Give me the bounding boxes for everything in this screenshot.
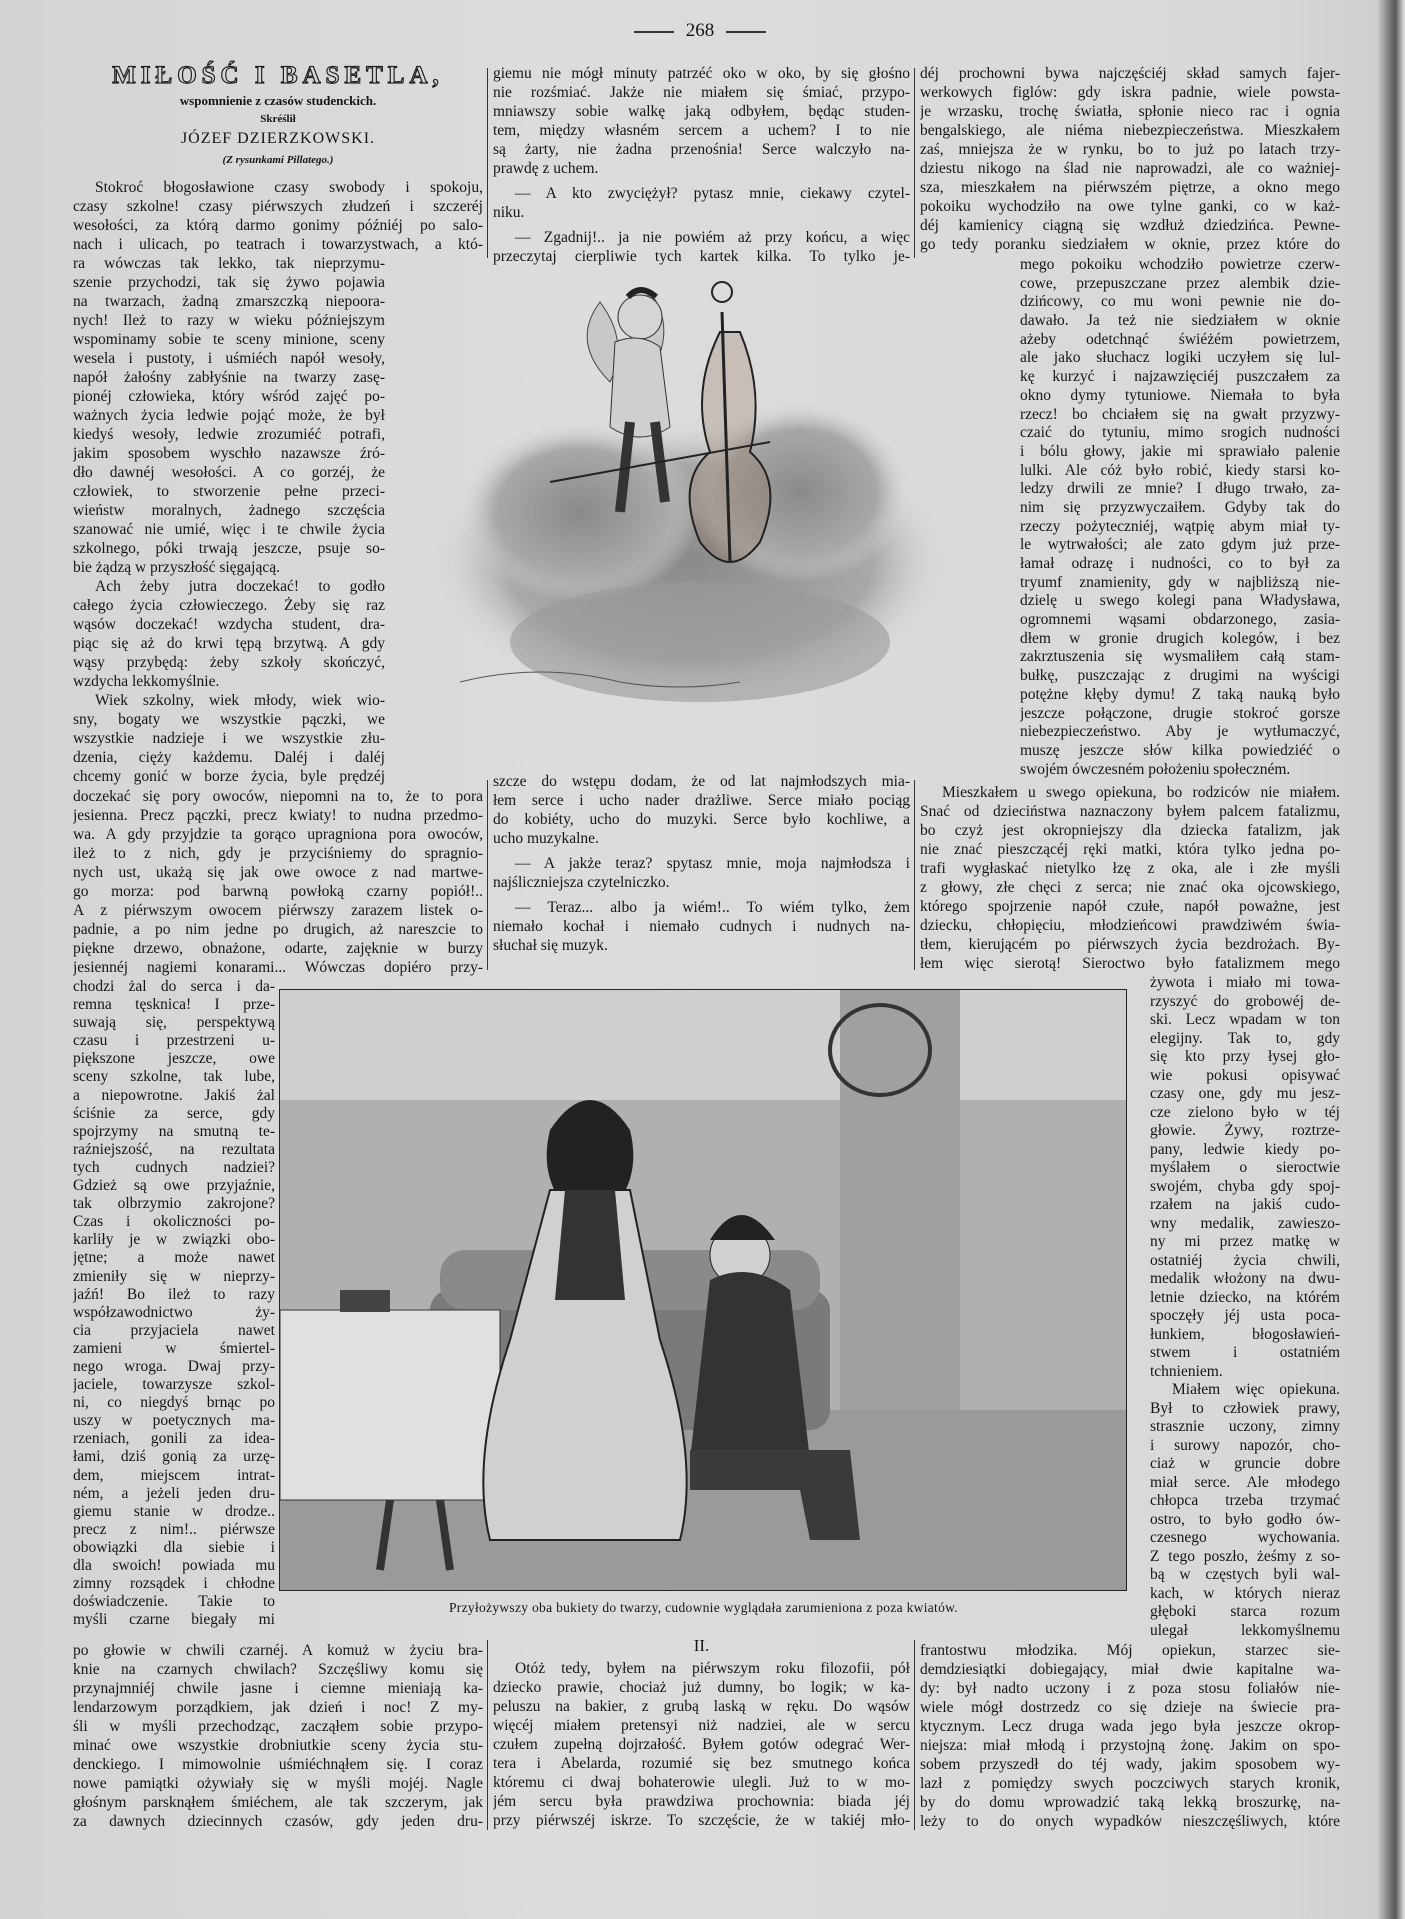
text-line: głęboki starca rozum [1150,1603,1340,1620]
text-line: nych ust, ukażą się jak owe owoce z nad martwe- [73,864,483,881]
paragraph [920,783,1340,973]
text-line: do kobiéty, ucho do muzyki. Serce było kochliwe, a [493,811,910,828]
text-line: okno dymy tytuniowe. Niemała to była [1020,386,1340,404]
text-line: ostro, to było godło ów- [1150,1510,1340,1528]
text-line: Otóż tedy, byłem na piérwszym roku filozofii, pół [515,1660,910,1677]
text-line: sceny szkolne, tak lube, [73,1068,275,1086]
text-line: łem serce i ucho nader drażliwe. Serce miało pociąg [493,792,910,809]
text-line: trafi wygłaskać nietylko łzę z oka, ale i złe myśli [920,860,1340,877]
text-line: ciaż w gruncie dobre [1150,1455,1340,1472]
text-line: któremu ci dwaj bohaterowie ulegli. Już to w mo- [493,1774,910,1791]
text-line: czasy szkolne! czasy piérwszych złudzeń i szczeréj [73,198,483,215]
paragraph [73,1641,483,1831]
text-line: ny mi przez matkę w [1150,1233,1340,1250]
text-line: muszę jeszcze słów kilka powiedziéć o [1020,741,1340,759]
paragraph [493,854,910,892]
text-line: dłem w gronie drugich kolegów, i bez [1020,629,1340,647]
byline-label: Skréślił [260,113,296,125]
text-line: łunkiem, błogosławień- [1150,1325,1340,1343]
text-line: Miałem więc opiekuna. [1172,1381,1340,1398]
cupid-with-bass-illustration [400,262,1005,760]
text-line: ściśnie za serce, gdy [73,1104,275,1122]
text-line: peluszu na bakier, z grubą laską w ręku. Do wąsów [493,1698,910,1715]
text-line: ski. Lecz wpadam w ton [1150,1011,1340,1028]
paragraph [1150,974,1340,1381]
text-line: i surowy napozór, cho- [1150,1436,1340,1454]
text-line: ktycznym. Lecz druga wada jego była jeszcze okrop- [920,1718,1340,1735]
text-line: Wiek szkolny, wiek młody, wiek wio- [95,692,385,709]
paragraph [73,254,385,577]
text-line: lulki. Ale cóż było robić, kiedy starsi ko- [1020,461,1340,479]
text-line: czasu i przestrzeni u- [73,1032,275,1050]
text-line: wny medalik, zawieszo- [1150,1214,1340,1232]
text-line: wesela i pustoty, i uśmiéch napół wesoły, [73,350,385,367]
text-line: ném, a jeżeli jeden dru- [73,1484,275,1502]
text-line: łem więc sierotą! Sieroctwo było fatalizmem mego [920,955,1340,972]
text-line: głowie. Żywy, roztrze- [1150,1122,1340,1139]
text-line: bie żądzą w przyszłość sięgającą. [73,559,280,576]
text-line: jakim sposobem wyschło nazawsze źró- [73,445,385,462]
paragraph [73,691,385,786]
text-line: rzałem na jakiś cudo- [1150,1196,1340,1213]
text-line: dy: był nadto uczony i z poza stosu foliałów nie- [920,1680,1340,1697]
right-column-text-1 [920,64,1340,254]
text-line: piąc się aż do krwi tępą brzytwą. A gdy [73,635,385,652]
column-rule [914,68,915,258]
column-rule [487,68,488,258]
paragraph [1150,1381,1340,1640]
text-line: Z tego poszło, żeśmy z so- [1150,1547,1340,1565]
text-line: dawało. Ja też nie siedziałem w oknie [1020,312,1340,330]
text-line: nych! Ileż to razy w wieku późniejszym [73,312,385,329]
text-line: czaić do tytuniu, mimo srogich nudności [1020,424,1340,442]
page-number [600,20,800,42]
text-line: ostatniéj życia chwili, [1150,1251,1340,1269]
text-line: nim się przyzwyczaiłem. Gdyby tak do [1020,498,1340,516]
text-line: miał serce. Ale młodego [1150,1473,1340,1491]
text-line: żywota i miało mi towa- [1150,974,1340,991]
text-line: giemu nie mógł minuty patrzéć oko w oko, by się głośno [493,65,910,82]
text-line: ra wówczas tak lekko, tak nieprzymu- [73,255,385,272]
text-line: tera i Abelarda, rozumié się bez smutnego końca [493,1755,910,1772]
text-line: prawdę z uchem. [493,160,599,177]
text-line: niebezpieczeństwo. Aby je wytłumaczyć, [1020,723,1340,741]
text-line: doczekać się pory owoców, niepomni na to, że to pora [73,788,483,805]
text-line: szenie przychodzi, tak się żywo pojawia [73,274,385,291]
text-line: z głowy, złe chęci z serca; nie znać oka ojcowskiego, [920,879,1340,896]
column-rule [914,1640,915,1830]
text-line: je wrzasku, trochę światła, spłonie nieco rac i ognia [920,103,1340,120]
text-line: dla swoich! powiada mu [73,1557,275,1574]
text-line: mego pokoiku wchodziło powietrze czerw- [1020,256,1340,273]
article-title: MIŁOŚĆ I BASETLA, [112,62,444,89]
text-line: cowe, przepuszczane przez alembik dzie- [1020,274,1340,292]
text-line: dzińcowy, co mu woni pewnie nie do- [1020,293,1340,311]
text-line: sza, mieszkałem na piérwszém piętrze, a okno mego [920,179,1340,196]
text-line: a niepowrotne. Jakiś żal [73,1086,275,1104]
column-rule [914,780,915,970]
text-line: zmieniły się w nieprzy- [73,1267,275,1285]
text-line: karliły je w związki obo- [73,1231,275,1249]
text-line: uszy w poetycznych ma- [73,1412,275,1430]
text-line: Snać od dzieciństwa naznaczony byłem palcem fatalizmu, [920,803,1340,820]
right-column-text-5 [920,1641,1340,1831]
text-line: letnie dziecko, na którém [1150,1288,1340,1306]
text-line: i bólu głowy, jakie mi sprawiało palenie [1020,442,1340,460]
text-line: niemało kochał i niemało cudnych i nudnych na- [493,918,910,935]
text-line: więcéj miałem pretensyi niż nadziei, ale w sercu [493,1717,910,1734]
illustrations-note: (Z rysunkami Pillatego.) [222,154,334,166]
text-line: jaźń! Bo ileż to razy [73,1285,275,1303]
middle-column-text-3 [493,1659,910,1830]
paragraph [73,787,483,977]
text-line: ażeby odetchnąć świéżém powietrzem, [1020,330,1340,348]
text-line: remna tęsknica! I prze- [73,996,275,1014]
left-column-text-2 [73,254,385,786]
text-line: strasznie uczony, zimny [1150,1418,1340,1435]
text-line: wąsów doczekać! wzdycha student, dra- [73,616,385,633]
text-line: chłopca trzeba trzymać [1150,1492,1340,1509]
text-line: Był to człowiek prawy, [1150,1399,1340,1417]
text-line: pokoiku wychodziło na owe tylne ganki, co w każ- [920,198,1340,215]
text-line: najśliczniejsza czytelniczko. [493,874,670,891]
text-line: czułem zupełną dojrzałość. Byłem gotów odegrać Wer- [493,1736,910,1753]
author-name: JÓZEF DZIERZKOWSKI. [180,130,376,147]
text-line: ale jako słuchacz logiki uczyłem się lul- [1020,349,1340,367]
text-line: na twarzach, żadną zmarszczką niepoora- [73,293,385,310]
couple-scene-illustration [279,989,1127,1591]
text-line: dziecku, chłopięciu, młodzieńcowi prawdziwém świa- [920,917,1340,934]
column-rule [487,1640,488,1830]
text-line: A z piérwszym owocem piérwszy zarazem listek o- [73,902,483,919]
illustration-caption: Przyłożywszy oba bukiety do twarzy, cudownie wyglądała zarumieniona z poza kwiatów. [449,1600,958,1615]
text-line: jętne; a może nawet [73,1249,275,1267]
text-line: giemu stanie w drodze.. [73,1502,275,1520]
left-column-text-4 [73,978,275,1629]
text-line: le wytrwałości; ale zato gdym już prze- [1020,536,1340,554]
text-line: wspominamy sobie te sceny minione, sceny [73,331,385,348]
paragraph [920,64,1340,254]
text-line: ni, co niegdyś brnąc po [73,1394,275,1412]
middle-column-text-1 [493,64,910,266]
text-line: szanować nie umié, więc i te chwile życia [73,521,385,538]
paragraph [73,978,275,1629]
text-line: myśli czarne biegały mi [73,1611,275,1629]
section-heading: II. [693,1636,710,1655]
text-line: — Zgadnij!.. ja nie powiém aż przy końcu, a więc [515,229,910,246]
page-number-text: 268 [685,20,715,41]
text-line: wąsy przybędą: żeby szkoły skończyć, [73,654,385,671]
text-line: łami, dziś gonią za urzę- [73,1448,275,1466]
text-line: raźniejszość, na rezultata [73,1140,275,1158]
text-line: dziestu nikogo na ślad nie naprowadzi, ale co ważniej- [920,160,1340,177]
text-line: sobem przyszedł do téj wady, jakim sposobem wy- [920,1756,1340,1773]
text-line: pionéj człowieka, który wśród zajęć po- [73,388,385,405]
text-line: ucho muzykalne. [493,830,599,847]
text-line: déj kamienicy ciągną się wzdłuż dziedzińca. Pewne- [920,217,1340,234]
text-line: dem, miejscem intrat- [73,1466,275,1484]
text-line: dziecko prawie, chociaż już dumny, bo logik; w ka- [493,1679,910,1696]
text-line: Gdzież są owe przyjaźnie, [73,1177,275,1195]
text-line: by do domu wprowadzić taką lekką broszurkę, na- [920,1794,1340,1811]
text-line: demdziesiątki dobiegający, miał dwie kapitalne wa- [920,1661,1340,1678]
text-line: swojém, chyba gdy spoj- [1150,1177,1340,1195]
text-line: Stokroć błogosławione czasy swobody i spokoju, [95,179,483,196]
text-line: tryumf znamienity, gdy w najbliższą nie- [1020,573,1340,591]
text-line: tak olbrzymio zakrojone? [73,1195,275,1213]
text-line: medalik włożony na dwu- [1150,1270,1340,1287]
text-line: nego wroga. Dwaj przy- [73,1357,275,1375]
text-line: szcze do wstępu dodam, że od lat najmłodszych mia- [493,773,910,790]
text-line: kach, w których nieraz [1150,1584,1340,1602]
text-line: napół żałośny zabłyśnie na twarzy zasę- [73,369,385,386]
text-line: człowiek, to stworzenie pełne przeci- [73,483,385,500]
text-line: rzecz! bo chciałem się na gwałt przyzwy- [1020,405,1340,423]
text-line: zamieni w śmiertel- [73,1339,275,1357]
text-line: spojrzymy na smutną te- [73,1122,275,1140]
column-rule [487,780,488,970]
left-column-text-5 [73,1641,483,1831]
paragraph [73,178,483,254]
text-line: déj prochowni bywa najczęściéj skład samych fajer- [920,65,1340,82]
text-line: zimny rozsądek i chłodne [73,1575,275,1593]
text-line: za dawnych dziecinnych czasów, gdy jeden dru- [73,1813,483,1830]
paragraph [493,184,910,222]
text-line: minać owe wszystkie drobniutkie sceny życia stu- [73,1737,483,1754]
text-line: tłem, kierującém po piérwszych życia bezdrożach. By- [920,936,1340,953]
text-line: czasy one, gdy mu jesz- [1150,1085,1340,1102]
text-line: Mieszkałem u swego opiekuna, bo rodziców nie miałem. [942,784,1340,801]
text-line: werkowych figlów: gdy iskra padnie, wiele powsta- [920,84,1340,101]
text-line: ileż to z nich, gdy je przyciśniemy do spragnio- [73,845,483,862]
text-line: ważnych życia ledwie pojąć może, że był [73,407,385,424]
text-line: jeszcze połączone, drugie stokroć gorsze [1020,704,1340,722]
text-line: ogromnemi wąsami obdarzonego, zasia- [1020,611,1340,629]
text-line: dzielę u swego kolegi pana Władysława, [1020,592,1340,610]
text-line: obowiązki dla siebie i [73,1538,275,1556]
text-line: niejsza: miał młodą i przystojną żonę. Jakim on spo- [920,1737,1340,1754]
right-column-text-2 [1020,256,1340,779]
text-line: po głowie w chwili czarnéj. A komuż w życiu bra- [73,1642,483,1659]
text-line: piększone jeszcze, owe [73,1050,275,1068]
text-line: zakrztuszenia się wysmaliłem całą stam- [1020,648,1340,666]
text-line: nie znać pieszczącéj ręki matki, która tylko jedna po- [920,841,1340,858]
text-line: kiedyś wesoły, ledwie zrozumiéć potrafi, [73,426,385,443]
text-line: denckiego. I mimowolnie uśmiéchnąłem się. I coraz [73,1756,483,1773]
text-line: tchnieniem. [1150,1362,1223,1380]
text-line: swojém ówczesném położeniu społeczném. [1020,760,1291,778]
text-line: Ach żeby jutra doczekać! to godło [95,578,385,595]
paragraph [1020,256,1340,779]
text-line: potężne kłęby dymu! Z taką nauką było [1020,685,1340,703]
text-line: ledzy drwili ze mnie? I długo trwało, za- [1020,480,1340,498]
paragraph [493,228,910,266]
text-line: współzawodnictwo ży- [73,1303,275,1321]
article-subtitle: wspomnienie z czasów studenckich. [179,93,377,108]
text-line: wie pokusi opisywać [1150,1066,1340,1084]
text-line: — A jakże teraz? spytasz mnie, moja najmłodsza i [515,855,910,872]
text-line: całego życia człowieczego. Żeby się raz [73,597,385,614]
text-line: bengalskiego, ale niéma niebezpieczeństwa. Mieszkałem [920,122,1340,139]
right-column-text-3 [920,783,1340,973]
text-line: doświadczenie. Takie to [73,1593,275,1611]
text-line: którego spojrzenie napół czułe, napół poważne, jest [920,898,1340,915]
text-line: spoczęły jéj usta poca- [1150,1307,1340,1324]
paragraph [493,772,910,848]
text-line: czesnego wychowania. [1150,1529,1340,1546]
text-line: knie na czarnych chwilach? Szczęśliwy komu się [73,1661,483,1678]
text-line: wzdycha lekkomyślnie. [73,673,220,690]
text-line: dło dawnéj wesołości. A co gorzéj, że [73,464,385,481]
text-line: Czas i okoliczności po- [73,1213,275,1231]
text-line: wesołości, za którą darmo gonimy późniéj po salo- [73,217,483,234]
text-line: suwają się, perspektywą [73,1014,275,1032]
text-line: go tedy poranku siedziałem w oknie, przez które do [920,236,1340,253]
text-line: przy piérwszéj iskrze. To szczęście, że w takiéj mło- [493,1812,910,1829]
text-line: pany, ledwie kiedy po- [1150,1140,1340,1158]
text-line: łamał odrazę i nudności, co to był za [1020,555,1340,572]
text-line: jém sercu była prawdziwa prochownia: biada jéj [493,1793,910,1810]
text-line: szkolnego, póki trwają jeszcze, psuje so- [73,540,385,557]
text-line: dzenia, cięży każdemu. Daléj i daléj [73,749,385,766]
text-line: cze zielono było w téj [1150,1103,1340,1121]
text-line: rzyszyć do grobowéj de- [1150,992,1340,1010]
text-line: tem, między własném sercem a uchem? I to nie [493,122,910,139]
text-line: wiele mógł dostrzedz co się dzieje na świecie pra- [920,1699,1340,1716]
text-line: wszystkie nadzieje i we wszystkie złu- [73,730,385,747]
text-line: frantostwu młodzika. Mój opiekun, starzec sie- [920,1642,1340,1659]
text-line: chodzi żal do serca i da- [73,978,275,995]
text-line: się kto przy łysej gło- [1150,1048,1340,1065]
text-line: ulegał lekkomyślnemu [1150,1621,1340,1639]
text-line: nie rozśmiać. Jakże nie miałem się śmiać, przypo- [493,84,910,101]
text-line: rzeniach, gonili za idea- [73,1430,275,1448]
text-line: są żarty, nie żadna przenośnia! Serce walczyło na- [493,141,910,158]
text-line: śli w myśli przechodząc, zacząłem sobie przypo- [73,1718,483,1735]
text-line: chcemy gonić w borze życia, byle prędzéj [73,768,385,785]
text-line: leży to do onych wypadków nieszczęśliwych, które [920,1813,1340,1830]
text-line: myślałem o sieroctwie [1150,1159,1340,1176]
text-line: piękne drzewo, obnażone, odarte, zajęknie w burzy [73,940,483,957]
text-line: głośnym parsknąłem śmiéchem, ale tak szczerym, jak [73,1794,483,1811]
text-line: precz z nim!.. piérwsze [73,1520,275,1538]
text-line: rzeczy pożyteczniéj, wątpię abym miał ty- [1020,517,1340,535]
text-line: — A kto zwyciężył? pytasz mnie, ciekawy czytel- [515,185,910,202]
left-column-text-3 [73,787,483,977]
text-line: jaciele, towarzysze szkol- [73,1376,275,1394]
text-line: stwem i ostatniém [1150,1344,1340,1361]
text-line: bo czyż jest okropniejszy dla dziecka fatalizm, jak [920,822,1340,839]
paragraph [493,64,910,178]
text-line: sny, bogaty we wszystkie pączki, we [73,711,385,728]
text-line: mniawszy sobie walkę jaką odbyłem, będąc studen- [493,103,910,120]
text-line: — Teraz... albo ja wiém!.. To wiém tylko, żem [515,899,910,916]
text-line: bułkę, puszczając z drugimi na wyścigi [1020,667,1340,685]
middle-column-text-2 [493,772,910,955]
left-column-text-1 [73,178,483,254]
paragraph [73,577,385,691]
text-line: przynajmniéj chwile jasne i ciemne mieniają ka- [73,1680,483,1697]
text-line: przeczytaj cierpliwie tych kartek kilka. To tylko je- [493,248,910,265]
right-column-text-4 [1150,974,1340,1640]
text-line: go morza: pod barwną powłoką czarny popiół!.. [73,883,483,900]
paragraph [493,1659,910,1830]
paragraph [493,898,910,955]
text-line: lazł z pomiędzy swych poczciwych starych kronik, [920,1775,1340,1792]
paragraph [920,1641,1340,1831]
text-line: tych cudnych nadziei? [73,1158,275,1176]
text-line: wa. A gdy przyjdzie ta gorąco upragniona pora owoców, [73,826,483,843]
text-line: cia przyjaciela nawet [73,1321,275,1339]
text-line: padnie, a po nim jedne po drugich, aż nareszcie to [73,921,483,938]
text-line: bą w częstych byli wal- [1150,1566,1340,1583]
text-line: nowe pamiątki ożywiały się w myśli mojéj. Nagle [73,1775,483,1792]
text-line: lendarzowym porządkiem, jak dzień i noc! Z my- [73,1699,483,1716]
text-line: elegijny. Tak to, gdy [1150,1029,1340,1047]
text-line: słuchał się muzyk. [493,937,608,954]
text-line: niku. [493,204,525,221]
text-line: jesiennéj nagiemi konarami... Wówczas dopiéro przy- [73,959,483,976]
text-line: nach i ulicach, po teatrach i towarzystwach, a któ- [73,236,483,253]
text-line: wieństw moralnych, żadnego szczęścia [73,502,385,519]
text-line: zaś, mniejsza że w rynku, bo to już po latach trzy- [920,141,1340,158]
text-line: kę kurzyć i najzawzięciéj puszczałem za [1020,368,1340,386]
text-line: jesienna. Precz pączki, precz kwiaty! to nudna przedmo- [73,807,483,824]
